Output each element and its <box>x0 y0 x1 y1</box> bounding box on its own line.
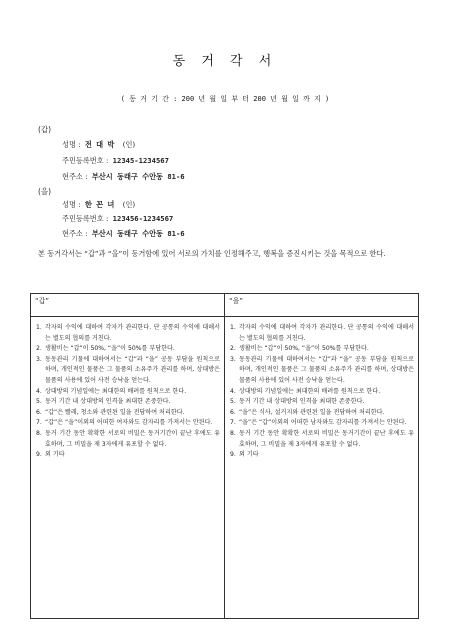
list-item: 4. 상대방의 기념일에는 최대한의 배려를 원칙으로 한다. <box>36 387 187 395</box>
party-a-label: (갑) <box>38 125 52 134</box>
list-item: 1. 각자의 수익에 대하여 각자가 관리한다. 단 공통의 수익에 대해서는 별도의 협의를 거친다. <box>36 324 220 342</box>
party-b-seal: (인) <box>122 200 136 209</box>
list-item: 6. “갑”은 빨래, 청소와 관련된 일을 전담하여 처리한다. <box>36 408 185 416</box>
party-b-label: (을) <box>38 187 52 196</box>
party-b-address-line <box>62 229 185 239</box>
party-a-address-label: 현주소 : <box>62 172 88 181</box>
party-b-terms-list <box>230 323 414 461</box>
party-a-id-line <box>62 156 169 166</box>
list-item: 8. 동거 기간 동안 확확한 서로의 비밀은 동거기간이 끝난 후에도 유효하며, 그 비밀을 제 3자에게 유포할 수 없다. <box>36 429 220 448</box>
party-a-terms-cell <box>31 317 225 619</box>
cohabitation-period: ( 동 거 기 간 : 200 년 월 일 부 터 200 년 월 일 까 지 ) <box>120 95 330 103</box>
party-a-id: 12345-1234567 <box>112 156 169 165</box>
terms-table <box>30 293 419 619</box>
list-item: 5. 동거 기간 내 상대방의 인격을 최대한 존중한다. <box>230 398 365 406</box>
party-b-address-label: 현주소 : <box>62 229 88 238</box>
party-a-address: 부산시 동래구 수안동 81-6 <box>91 172 185 181</box>
list-item: 2. 생활비는 “갑”이 50%, “을”이 50%를 부담한다. <box>230 345 369 353</box>
party-b-column-header: “을” <box>225 294 419 317</box>
party-a-name-label: 성명 : <box>62 140 81 149</box>
party-a-id-label: 주민등록번호 : <box>62 156 109 165</box>
list-item: 4. 상대방의 기념일에는 최대한의 배려를 원칙으로 한다. <box>230 387 381 395</box>
party-a-address-line <box>62 172 185 182</box>
list-item: 9. 외 기타 <box>36 451 65 459</box>
list-item: 1. 각자의 수익에 대하여 각자가 관리한다. 단 공통의 수익에 대해서는 별도의 협의를 거친다. <box>230 324 414 342</box>
intro-paragraph: 본 동거각서는 “갑”과 “을”이 동거함에 있어 서로의 가치를 인정해주고, 행복을 증진시키는 것을 목적으로 한다. <box>38 249 386 258</box>
list-item: 9. 외 기타 <box>230 451 259 459</box>
party-b-id: 123456-1234567 <box>112 214 174 223</box>
party-b-id-label: 주민등록번호 : <box>62 214 109 223</box>
party-b-terms-cell <box>225 317 419 619</box>
list-item: 6. “을”은 식사, 설거지와 관련된 일을 전담하여 처리한다. <box>230 408 385 416</box>
party-b-address: 부산시 동래구 수안동 81-6 <box>91 229 185 238</box>
party-b-name-line <box>62 200 135 210</box>
list-item: 8. 동거 기간 동안 확확한 서로의 비밀은 동거기간이 끝난 후에도 유효하며, 그 비밀을 제 3자에게 유포할 수 없다. <box>230 429 414 448</box>
party-a-column-header: “갑” <box>31 294 225 317</box>
document-title: 동 거 각 서 <box>172 54 278 69</box>
party-b-name: 한 꼰 녀 <box>84 200 115 209</box>
party-b-id-line <box>62 214 173 224</box>
party-b-name-label: 성명 : <box>62 200 81 209</box>
list-item: 2. 생활비는 “갑”이 50%, “을”이 50%를 부담한다. <box>36 345 175 353</box>
party-a-seal: (인) <box>122 140 136 149</box>
list-item: 3. 동동관리 기물에 대하여서는 “갑”과 “을” 공동 부담을 원칙으로 하며, 개인적인 물품은 그 물품의 소유주가 관리를 하며, 상대방은 물품의 사용에 있어 사전 승낙을 얻는다. <box>230 355 414 384</box>
party-a-terms-list <box>36 323 220 461</box>
list-item: 3. 동동관리 기물에 대하여서는 “갑”과 “을” 공동 부담을 원칙으로 하며, 개인적인 물품은 그 물품의 소유주가 관리를 하며, 상대방은 물품의 사용에 있어 사전 승낙을 얻는다. <box>36 355 220 384</box>
list-item: 5. 동거 기간 내 상대방의 인격을 최대한 존중한다. <box>36 398 171 406</box>
party-a-name: 전 대 박 <box>84 140 115 149</box>
party-a-name-line <box>62 140 135 150</box>
list-item: 7. “을”은 “갑”이외의 어떠한 남자와도 감자리를 가져서는 안된다. <box>230 419 407 427</box>
list-item: 7. “갑”은 “을”이외의 어떠한 여자와도 감자리를 가져서는 안된다. <box>36 419 213 427</box>
